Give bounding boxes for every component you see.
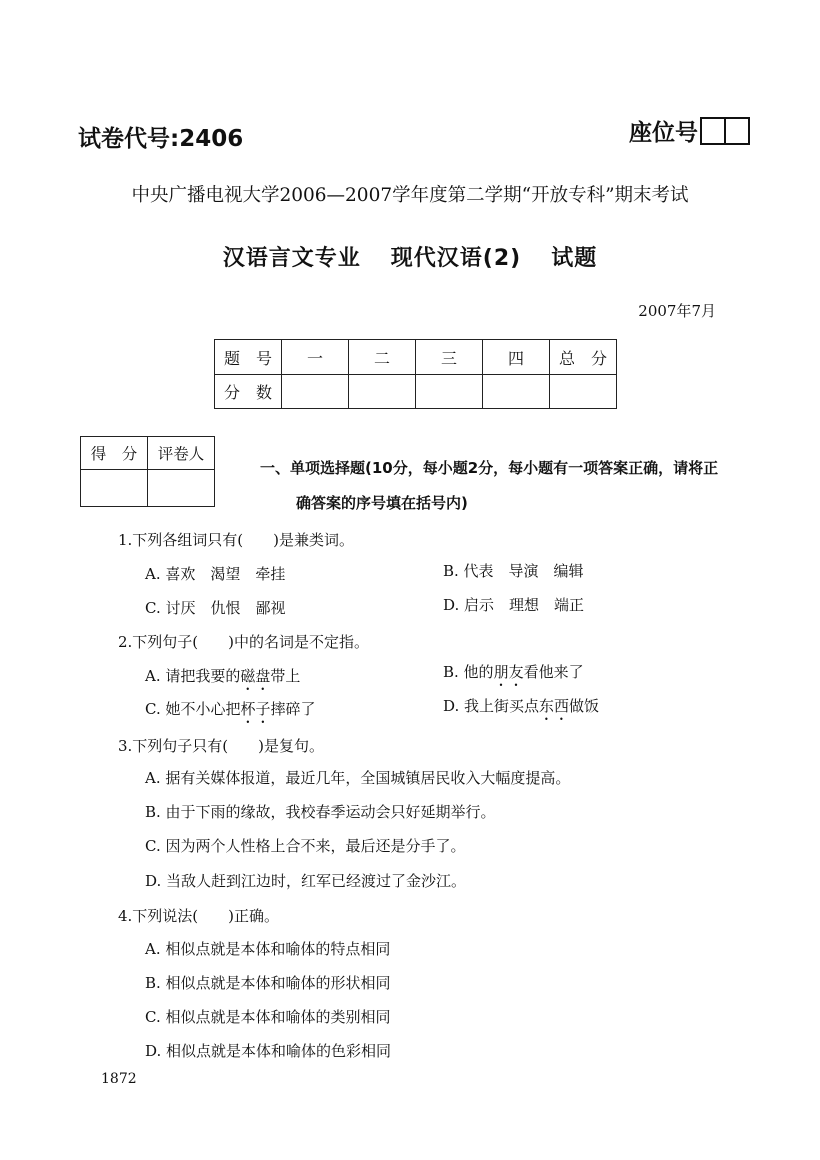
- page-number: 1872: [101, 1071, 137, 1087]
- score-table: [214, 339, 617, 409]
- question-stem: 4.下列说法( )正确。: [118, 907, 280, 925]
- score-table-score-row: [215, 375, 617, 409]
- option-b: B. 代表 导演 编辑: [443, 562, 584, 580]
- subject-major: 汉语言文专业: [222, 246, 361, 271]
- score-header-cell: 四: [483, 340, 550, 375]
- seat-number: [629, 114, 750, 147]
- score-cell[interactable]: [483, 375, 550, 409]
- option-text: 看他来了: [523, 663, 584, 681]
- emphasized-noun: 杯子: [240, 700, 271, 718]
- option-c: C. 因为两个人性格上合不来，最后还是分手了。: [145, 837, 466, 855]
- section-heading: 一、单项选择题(10分，每小题2分，每小题有一项答案正确，请将正: [260, 459, 719, 477]
- option-text: C. 她不小心把: [145, 700, 241, 718]
- score-header-cell: 总 分: [550, 340, 617, 375]
- option-d: D. 启示 理想 端正: [443, 596, 585, 614]
- score-row-label: 分 数: [215, 375, 282, 409]
- option-a: A. 据有关媒体报道，最近几年，全国城镇居民收入大幅度提高。: [145, 769, 571, 787]
- score-cell[interactable]: [282, 375, 349, 409]
- option-a: [145, 665, 300, 694]
- option-d: D. 相似点就是本体和喻体的色彩相同: [145, 1042, 392, 1060]
- question-stem: 1.下列各组词只有( )是兼类词。: [118, 531, 355, 549]
- option-a: A. 喜欢 渴望 牵挂: [145, 565, 286, 583]
- option-d: [443, 695, 599, 724]
- score-table-header-row: [215, 340, 617, 375]
- emphasized-noun: 东西: [539, 697, 570, 715]
- grader-table: [80, 436, 215, 507]
- option-b: [443, 661, 584, 690]
- seat-box: [702, 119, 724, 143]
- option-text: D. 我上街买点: [443, 697, 540, 715]
- seat-label: 座位号: [629, 120, 698, 146]
- option-c: C. 相似点就是本体和喻体的类别相同: [145, 1008, 391, 1026]
- option-text: B. 他的: [443, 663, 494, 681]
- paper-code: 试卷代号:2406: [78, 126, 244, 152]
- option-d: D. 当敌人赶到江边时，红军已经渡过了金沙江。: [145, 872, 467, 890]
- seat-box: [724, 119, 748, 143]
- score-header-cell: 三: [416, 340, 483, 375]
- question-stem: 3.下列句子只有( )是复句。: [118, 737, 325, 755]
- subject-course: 现代汉语(2): [390, 246, 522, 271]
- score-cell[interactable]: [416, 375, 483, 409]
- grader-name-label: 评卷人: [148, 437, 215, 470]
- option-a: A. 相似点就是本体和喻体的特点相同: [145, 940, 391, 958]
- emphasized-noun: 磁盘: [240, 667, 271, 685]
- section-heading-cont: 确答案的序号填在括号内): [296, 494, 468, 512]
- option-b: B. 由于下雨的缘故，我校春季运动会只好延期举行。: [145, 803, 496, 821]
- score-header-cell: 一: [282, 340, 349, 375]
- option-text: 带上: [270, 667, 301, 685]
- option-text: 摔碎了: [270, 700, 316, 718]
- emphasized-noun: 朋友: [493, 663, 524, 681]
- exam-title: 中央广播电视大学2006—2007学年度第二学期“开放专科”期末考试: [131, 185, 689, 206]
- option-b: B. 相似点就是本体和喻体的形状相同: [145, 974, 391, 992]
- seat-boxes: [700, 117, 750, 145]
- score-header-cell: 题 号: [215, 340, 282, 375]
- subject-suffix: 试题: [551, 246, 598, 271]
- option-c: [145, 698, 316, 727]
- grader-score-cell[interactable]: [81, 470, 148, 507]
- grader-name-cell[interactable]: [148, 470, 215, 507]
- option-c: C. 讨厌 仇恨 鄙视: [145, 599, 286, 617]
- score-cell[interactable]: [550, 375, 617, 409]
- option-text: A. 请把我要的: [145, 667, 241, 685]
- grader-score-label: 得 分: [81, 437, 148, 470]
- question-stem: 2.下列句子( )中的名词是不定指。: [118, 633, 370, 651]
- score-cell[interactable]: [349, 375, 416, 409]
- exam-date: 2007年7月: [638, 302, 716, 320]
- score-header-cell: 二: [349, 340, 416, 375]
- subject-title: [0, 241, 820, 272]
- option-text: 做饭: [569, 697, 600, 715]
